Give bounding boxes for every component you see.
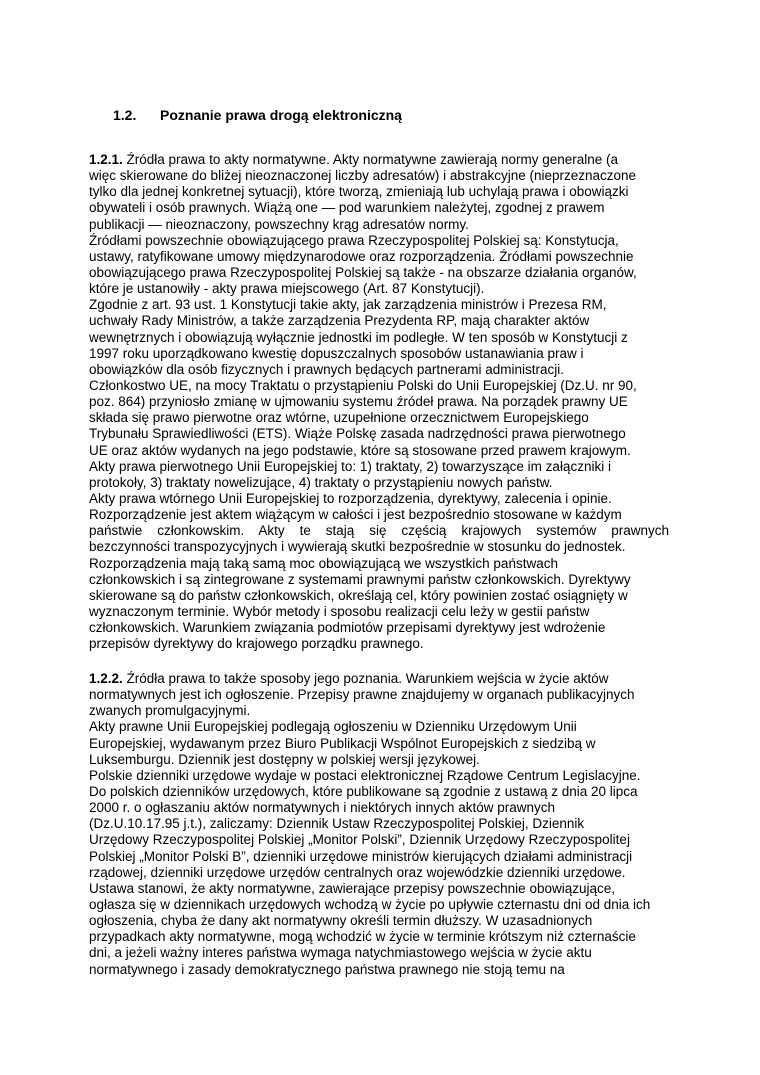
paragraph-line: dni, a jeżeli ważny interes państwa wymaga natychmiastowego wejścia w życie aktu <box>89 945 592 961</box>
paragraph-line: publikacji — nieoznaczony, powszechny krąg adresatów normy. <box>89 216 469 232</box>
line-text: Źródła prawa to akty normatywne. Akty normatywne zawierają normy generalne (a <box>122 152 619 167</box>
paragraph-line: ogłoszenia, chyba że dany akt normatywny określi termin dłuższy. W uzasadnionych <box>89 913 593 929</box>
paragraph-line: normatywnego i zasady demokratycznego państwa prawnego nie stoją temu na <box>89 961 565 977</box>
paragraph-line: ustawy, ratyfikowane umowy międzynarodowe oraz rozporządzenia. Źródłami powszechnie <box>89 248 634 264</box>
paragraph-line: Do polskich dzienników urzędowych, które publikowane są zgodnie z ustawą z dnia 20 lipca <box>89 783 638 799</box>
paragraph-line: normatywnych jest ich ogłoszenie. Przepisy prawne znajdujemy w organach publikacyjnych <box>89 687 635 703</box>
paragraph-line: Członkostwo UE, na mocy Traktatu o przystąpieniu Polski do Unii Europejskiej (Dz.U. nr 90, <box>89 377 637 393</box>
paragraph-line: państwie członkowskim. Akty te stają się częścią krajowych systemów prawnych <box>89 523 669 539</box>
paragraph-line: członkowskich i są zintegrowane z systemami prawnymi państw członkowskich. Dyrektywy <box>89 571 631 587</box>
paragraph-line: rządowej, dzienniki urzędowe urzędów centralnych oraz wojewódzkie dzienniki urzędowe. <box>89 864 626 880</box>
paragraph-line: (Dz.U.10.17.95 j.t.), zaliczamy: Dziennik Ustaw Rzeczypospolitej Polskiej, Dziennik <box>89 816 585 832</box>
paragraph-line: skierowane są do państw członkowskich, określają cel, który powinien zostać osiągnięty w <box>89 587 628 603</box>
line-text: Źródła prawa to także sposoby jego poznania. Warunkiem wejścia w życie aktów <box>122 671 609 686</box>
paragraph-line: 1997 roku uporządkowano kwestię dopuszczalnych sposobów ustanawiania praw i <box>89 345 584 361</box>
paragraph-line: Polskie dzienniki urzędowe wydaje w postaci elektronicznej Rządowe Centrum Legislacyjne. <box>89 767 641 783</box>
paragraph-line: ogłasza się w dziennikach urzędowych wchodzą w życie po upływie czternastu dni od dnia ich <box>89 896 651 912</box>
paragraph-line: Źródłami powszechnie obowiązującego prawa Rzeczypospolitej Polskiej są: Konstytucja, <box>89 232 619 248</box>
paragraph-line: przepisów dyrektywy do krajowego porządku prawnego. <box>89 636 424 652</box>
paragraph-line: zwanych promulgacyjnymi. <box>89 703 251 719</box>
paragraph-line: Urzędowy Rzeczypospolitej Polskiej „Monitor Polski”, Dziennik Urzędowy Rzeczypospolitej <box>89 832 630 848</box>
paragraph-line: wewnętrznych i obowiązują wyłącznie jednostki im podległe. W ten sposób w Konstytucji z <box>89 329 628 345</box>
subsection-number: 1.2.2. <box>89 671 123 686</box>
subsection-number: 1.2.1. <box>89 152 123 167</box>
paragraph-line: Rozporządzenie jest aktem wiążącym w całości i jest bezpośrednio stosowane w każdym <box>89 507 622 523</box>
paragraph-line: Luksemburgu. Dziennik jest dostępny w polskiej wersji językowej. <box>89 751 480 767</box>
paragraph-line: obowiązującego prawa Rzeczypospolitej Polskiej są także - na obszarze działania organów, <box>89 264 637 280</box>
section-heading-number: 1.2. <box>113 107 137 123</box>
paragraph-line: UE oraz aktów wydanych na jego podstawie, które są stosowane przed prawem krajowym. <box>89 442 631 458</box>
paragraph-line: protokoły, 3) traktaty nowelizujące, 4) traktaty o przystąpieniu nowych państw. <box>89 474 553 490</box>
paragraph-line <box>89 671 669 687</box>
paragraph-line: członkowskich. Warunkiem związania podmiotów przepisami dyrektywy jest wdrożenie <box>89 620 606 636</box>
paragraph-line: przypadkach akty normatywne, mogą wchodzić w życie w terminie krótszym niż czternaście <box>89 929 636 945</box>
section-heading-title: Poznanie prawa drogą elektroniczną <box>160 107 402 123</box>
paragraph-line <box>89 152 669 168</box>
paragraph-line: 2000 r. o ogłaszaniu aktów normatywnych i niektórych innych aktów prawnych <box>89 800 555 816</box>
paragraph-line: składa się prawo pierwotne oraz wtórne, uzupełnione orzecznictwem Europejskiego <box>89 410 589 426</box>
paragraph-line: obowiązków dla osób fizycznych i prawnych będących partnerami administracji. <box>89 361 564 377</box>
subsection-1-2-1 <box>89 152 669 652</box>
paragraph-line: więc skierowane do bliżej nieoznaczonej liczby adresatów) i abstrakcyjne (nieprzeznaczone <box>89 168 637 184</box>
paragraph-line: Akty prawne Unii Europejskiej podlegają ogłoszeniu w Dzienniku Urzędowym Unii <box>89 719 577 735</box>
paragraph-line: wyznaczonym terminie. Wybór metody i sposobu realizacji celu leży w gestii państw <box>89 603 590 619</box>
paragraph-line: uchwały Rady Ministrów, a także zarządzenia Prezydenta RP, mają charakter aktów <box>89 313 590 329</box>
paragraph-line: Zgodnie z art. 93 ust. 1 Konstytucji takie akty, jak zarządzenia ministrów i Prezesa RM, <box>89 297 607 313</box>
paragraph-line: Europejskiej, wydawanym przez Biuro Publikacji Wspólnot Europejskich z siedzibą w <box>89 735 596 751</box>
paragraph-line: Ustawa stanowi, że akty normatywne, zawierające przepisy powszechnie obowiązujące, <box>89 880 615 896</box>
subsection-1-2-2 <box>89 671 669 978</box>
paragraph-line: tylko dla jednej konkretnej sytuacji), które tworzą, zmieniają lub uchylają prawa i obowiązki <box>89 184 629 200</box>
paragraph-line: Rozporządzenia mają taką samą moc obowiązującą we wszystkich państwach <box>89 555 558 571</box>
paragraph-line: Akty prawa pierwotnego Unii Europejskiej to: 1) traktaty, 2) towarzyszące im załączniki i <box>89 458 611 474</box>
paragraph-line: Akty prawa wtórnego Unii Europejskiej to rozporządzenia, dyrektywy, zalecenia i opinie. <box>89 490 612 506</box>
paragraph-line: Trybunału Sprawiedliwości (ETS). Wiąże Polskę zasada nadrzędności prawa pierwotnego <box>89 426 626 442</box>
paragraph-line: poz. 864) przyniosło zmianę w ujmowaniu systemu źródeł prawa. Na porządek prawny UE <box>89 394 628 410</box>
paragraph-line: obywateli i osób prawnych. Wiążą one — pod warunkiem należytej, zgodnej z prawem <box>89 200 605 216</box>
paragraph-line: bezczynności transpozycyjnych i wywierają skutki bezpośrednie w stosunku do jednostek. <box>89 539 626 555</box>
paragraph-line: które je ustanowiły - akty prawa miejscowego (Art. 87 Konstytucji). <box>89 281 485 297</box>
section-heading <box>113 107 402 123</box>
paragraph-line: Polskiej „Monitor Polski B”, dzienniki urzędowe ministrów kierujących działami administracji <box>89 848 633 864</box>
